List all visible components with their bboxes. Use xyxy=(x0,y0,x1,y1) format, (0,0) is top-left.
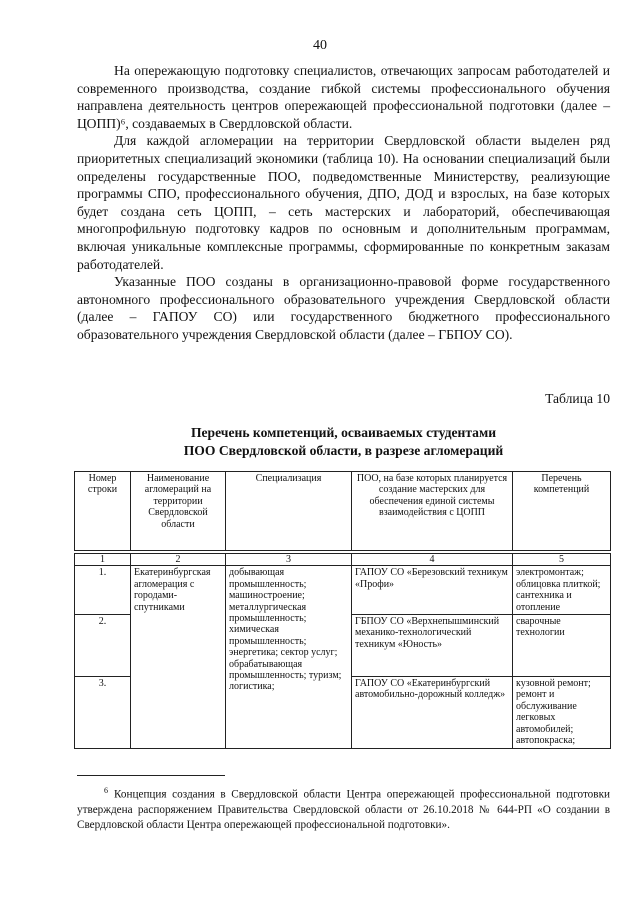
competencies-cell: сварочные технологии xyxy=(513,615,611,677)
footnote-marker: 6 xyxy=(104,786,108,795)
table-title xyxy=(77,424,610,460)
page-number: 40 xyxy=(313,38,327,53)
header-cell: Перечень компетенций xyxy=(513,472,611,551)
column-number: 2 xyxy=(131,554,226,566)
row-number: 3. xyxy=(75,677,131,749)
paragraph: Для каждой агломерации на территории Свердловской области выделен ряд приоритетных специализаций экономики (таблица 10). На основании специализаций были определены государственные ПОО, подведомственные Министерству, реализующие программы СПО, профессионального обучения, ДПО, ДОД и взрослых, на базе которых будет создана сеть ЦОПП, – сеть мастерских и лабораторий, обеспечивающая многопрофильную подготовку кадров по основным и дополнительным программам, включая уникальные комплексные программы, сформированные по конкретным заказам работодателей. xyxy=(77,133,610,272)
poo-cell: ГБПОУ СО «Верхнепышминский механико-технологический техникум «Юность» xyxy=(352,615,513,677)
body-text xyxy=(77,62,610,344)
competencies-table xyxy=(74,471,611,749)
footnote-text: Концепция создания в Свердловской области Центра опережающей профессиональной подготовки утверждена распоряжением Правительства Свердловской области от 26.10.2018 № 644-РП «О создании в Свердловской области Центра опережающей профессиональной подготовки». xyxy=(77,788,610,831)
poo-cell: ГАПОУ СО «Екатеринбургский автомобильно-дорожный колледж» xyxy=(352,677,513,749)
competencies-cell: кузовной ремонт; ремонт и обслуживание легковых автомобилей; автопокраска; xyxy=(513,677,611,749)
table-row xyxy=(75,566,611,615)
header-cell: Номер строки xyxy=(75,472,131,551)
footnote xyxy=(77,783,610,833)
column-number: 5 xyxy=(513,554,611,566)
column-number-row xyxy=(75,554,611,566)
paragraph: Указанные ПОО созданы в организационно-правовой форме государственного автономного профессионального образовательного учреждения Свердловской области (далее – ГАПОУ СО) или государственного бюджетного профессионального образовательного учреждения Свердловской области (далее – ГБПОУ СО). xyxy=(77,274,610,342)
paragraph: На опережающую подготовку специалистов, отвечающих запросам работодателей и современного производства, создание гибкой системы профессионального обучения направлена деятельность центров опережающей профессиональной подготовки (далее – ЦОПП)⁶, создаваемых в Свердловской области. xyxy=(77,63,610,131)
table-title-line: ПОО Свердловской области, в разрезе агломераций xyxy=(183,443,504,458)
poo-cell: ГАПОУ СО «Березовский техникум «Профи» xyxy=(352,566,513,615)
row-number: 2. xyxy=(75,615,131,677)
column-number: 1 xyxy=(75,554,131,566)
footnote-divider xyxy=(77,775,225,776)
table-title-line: Перечень компетенций, осваиваемых студентами xyxy=(190,425,497,440)
agglomeration-cell: Екатеринбургская агломерация с городами-спутниками xyxy=(131,566,226,749)
table-label: Таблица 10 xyxy=(545,391,610,406)
header-cell: Специализация xyxy=(226,472,352,551)
row-number: 1. xyxy=(75,566,131,615)
table-header-row xyxy=(75,472,611,551)
specialization-cell: добывающая промышленность; машиностроение; металлургическая промышленность; химическая промышленность; энергетика; сектор услуг; обрабатывающая промышленность; туризм; логистика; xyxy=(226,566,352,749)
column-number: 4 xyxy=(352,554,513,566)
header-cell: ПОО, на базе которых планируется создание мастерских для обеспечения единой системы взаимодействия с ЦОПП xyxy=(352,472,513,551)
header-cell: Наименование агломераций на территории Свердловской области xyxy=(131,472,226,551)
competencies-cell: электромонтаж; облицовка плиткой; сантехника и отопление xyxy=(513,566,611,615)
column-number: 3 xyxy=(226,554,352,566)
